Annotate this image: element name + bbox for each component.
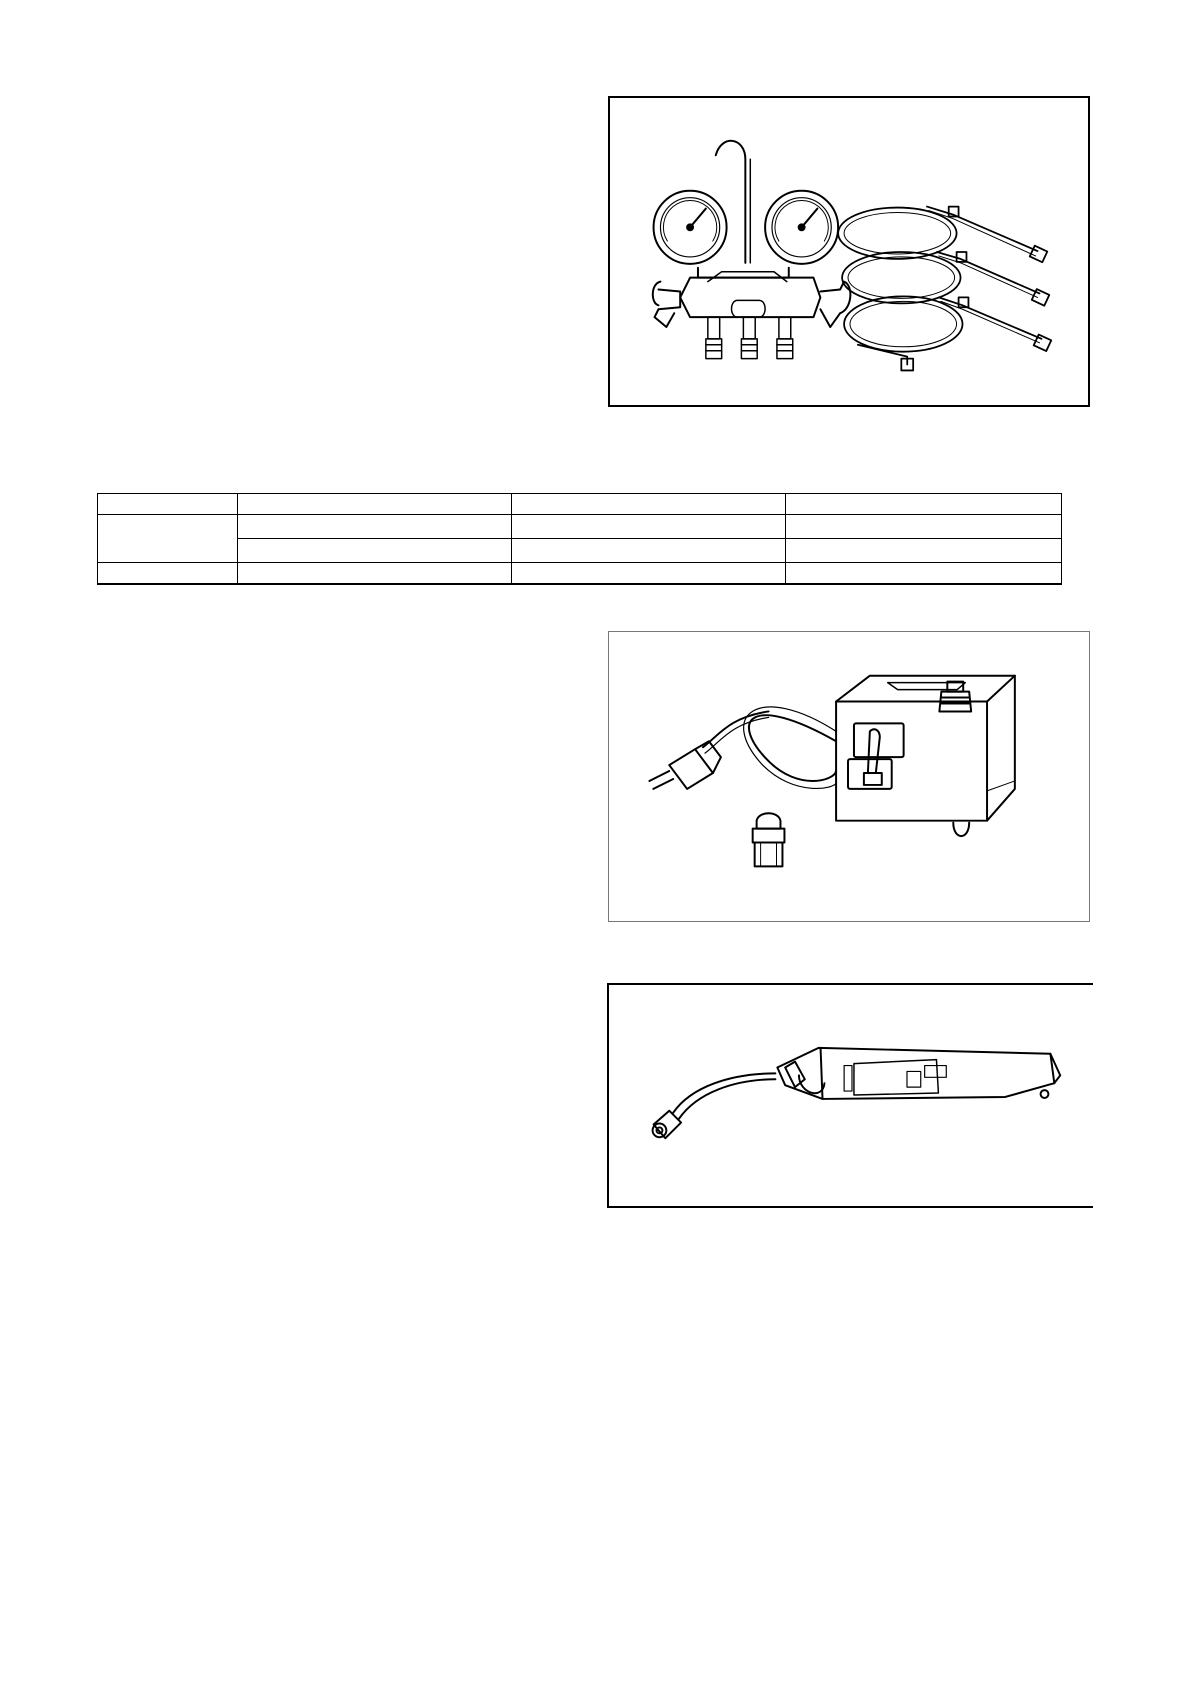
sensor-tip-icon <box>653 1111 681 1139</box>
adapter-fitting-icon <box>753 813 785 866</box>
table-cell <box>512 539 786 563</box>
table-cell <box>238 515 512 539</box>
vacuum-pump-adapter-illustration <box>609 632 1089 921</box>
table-cell <box>238 563 512 585</box>
table-cell <box>512 494 786 515</box>
top-fitting-icon <box>939 682 971 712</box>
table-cell <box>98 515 238 563</box>
table-cell <box>98 494 238 515</box>
table-row <box>98 494 1062 515</box>
spec-table <box>97 493 1062 585</box>
table-cell <box>786 539 1062 563</box>
table-cell <box>238 539 512 563</box>
table-row <box>98 515 1062 539</box>
table-cell <box>786 563 1062 585</box>
table-cell <box>238 494 512 515</box>
charging-hoses-icon <box>838 207 1051 371</box>
leak-detector-illustration <box>609 985 1093 1206</box>
vacuum-pump-adapter-figure <box>608 631 1090 922</box>
manifold-gauge-figure <box>608 96 1090 407</box>
table-row <box>98 539 1062 563</box>
high-pressure-gauge-icon <box>765 191 838 264</box>
leak-detector-figure <box>607 983 1093 1208</box>
low-pressure-gauge-icon <box>654 191 727 264</box>
table-cell <box>512 563 786 585</box>
table-cell <box>512 515 786 539</box>
table-row <box>98 563 1062 585</box>
table-cell <box>786 515 1062 539</box>
table-cell <box>786 494 1062 515</box>
table-cell <box>98 563 238 585</box>
manifold-gauge-set-illustration <box>610 98 1088 405</box>
